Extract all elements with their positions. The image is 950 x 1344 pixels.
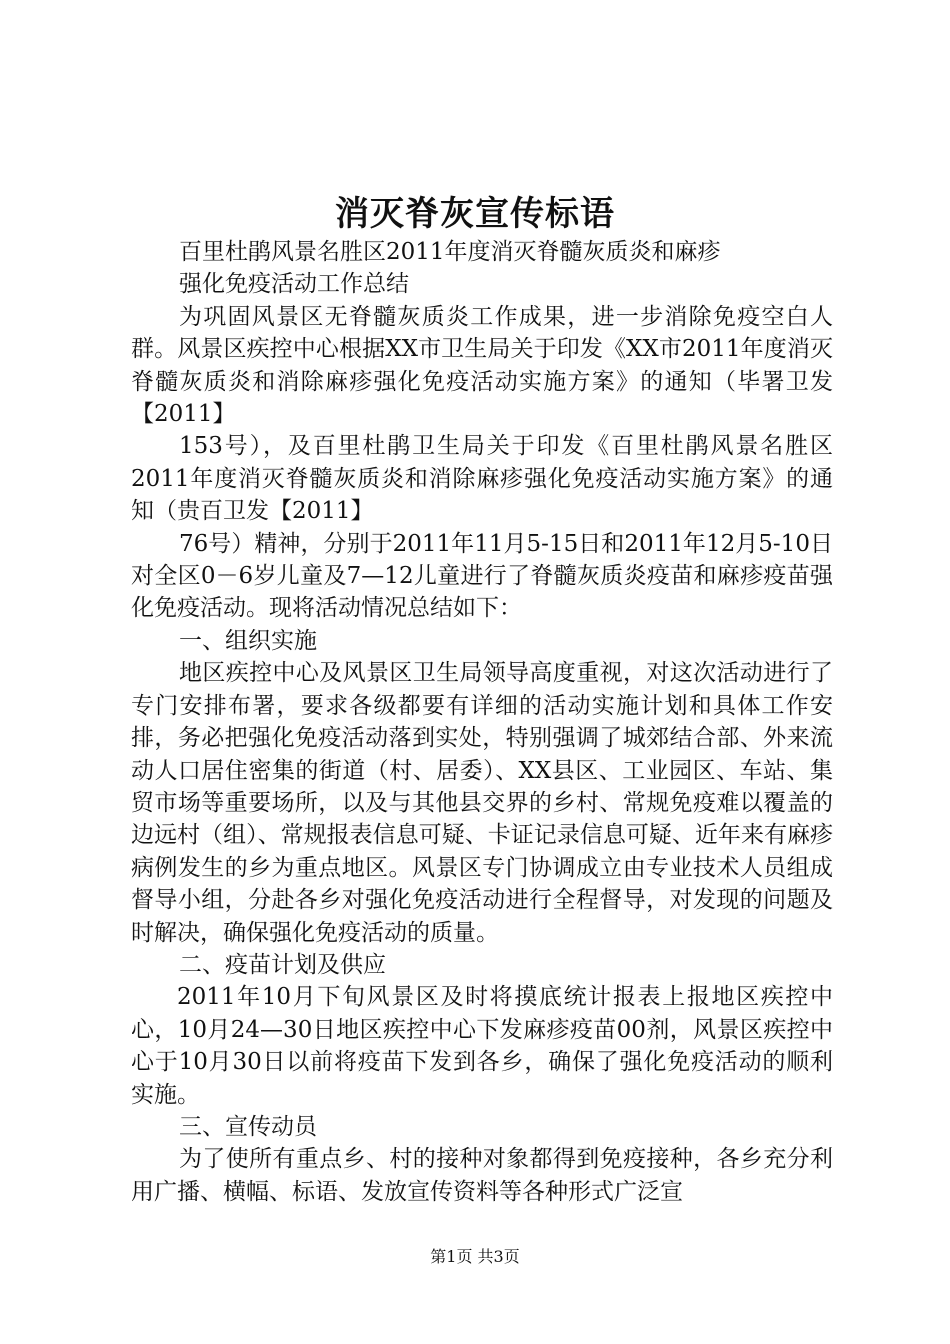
section-heading: 一、组织实施 (179, 627, 317, 654)
body-paragraph: 百里杜鹃风景名胜区2011年度消灭脊髓灰质炎和麻疹 (179, 239, 721, 265)
body-paragraph: 为了使所有重点乡、村的接种对象都得到免疫接种，各乡充分利用广播、横幅、标语、发放宣传资料等各种形式广泛宣 (131, 1146, 833, 1205)
body-paragraph: 强化免疫活动工作总结 (179, 271, 409, 298)
section-heading: 三、宣传动员 (179, 1113, 317, 1140)
page-footer: 第1页 共3页 (430, 1247, 520, 1266)
section-heading: 二、疫苗计划及供应 (179, 951, 386, 978)
body-paragraph: 为巩固风景区无脊髓灰质炎工作成果，进一步消除免疫空白人群。风景区疾控中心根据XX市卫生局关于印发《XX市2011年度消灭脊髓灰质炎和消除麻疹强化免疫活动实施方案》的通知（毕署卫发【2011】 (131, 303, 833, 428)
body-paragraph: 2011年10月下旬风景区及时将摸底统计报表上报地区疾控中心，10月24—30日地区疾控中心下发麻疹疫苗00剂，风景区疾控中心于10月30日以前将疫苗下发到各乡，确保了强化免疫活动的顺利实施。 (131, 984, 833, 1108)
body-paragraph: 地区疾控中心及风景区卫生局领导高度重视，对这次活动进行了专门安排布署，要求各级都要有详细的活动实施计划和具体工作安排，务必把强化免疫活动落到实处，特别强调了城郊结合部、外来流动人口居住密集的街道（村、居委）、XX县区、工业园区、车站、集贸市场等重要场所，以及与其他县交界的乡村、常规免疫难以覆盖的边远村（组）、常规报表信息可疑、卡证记录信息可疑、近年来有麻疹病例发生的乡为重点地区。风景区专门协调成立由专业技术人员组成督导小组，分赴各乡对强化免疫活动进行全程督导，对发现的问题及时解决，确保强化免疫活动的质量。 (131, 660, 833, 946)
body-paragraph: 153号），及百里杜鹃卫生局关于印发《百里杜鹃风景名胜区2011年度消灭脊髓灰质炎和消除麻疹强化免疫活动实施方案》的通知（贵百卫发【2011】 (131, 433, 833, 525)
body-paragraph: 76号）精神，分别于2011年11月5-15日和2011年12月5-10日对全区0－6岁儿童及7—12儿童进行了脊髓灰质炎疫苗和麻疹疫苗强化免疫活动。现将活动情况总结如下： (131, 530, 833, 622)
document-body (131, 236, 833, 1208)
document-title: 消灭脊灰宣传标语 (335, 194, 615, 234)
